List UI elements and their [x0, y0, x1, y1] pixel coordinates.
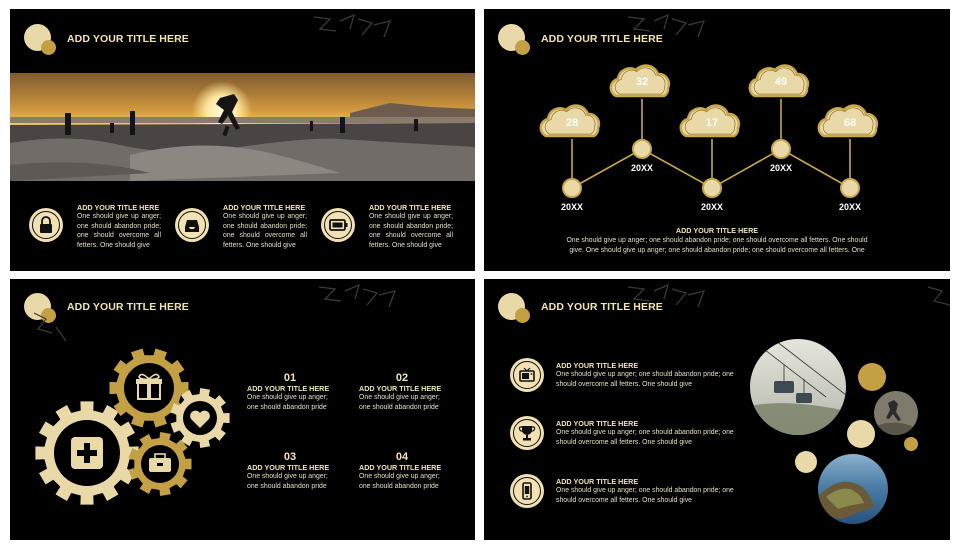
- cloud-value: 17: [705, 117, 719, 129]
- year-label: 20XX: [838, 202, 862, 212]
- column-body: One should give up anger; one should abandon pride; one should overcome all fetters. One should give: [77, 213, 161, 249]
- item-body: One should give up anger; one should abandon pride: [247, 473, 328, 490]
- slide-4[interactable]: [484, 279, 950, 540]
- item-heading: ADD YOUR TITLE HERE: [556, 419, 639, 428]
- slide-title: ADD YOUR TITLE HERE: [541, 33, 663, 45]
- item-number: 01: [283, 372, 297, 384]
- column-2: [223, 203, 307, 250]
- section-heading: ADD YOUR TITLE HERE: [675, 226, 759, 235]
- list-item: [556, 419, 736, 447]
- item-04: [359, 451, 459, 491]
- cloud-value: 28: [565, 117, 579, 129]
- timeline-node: [563, 179, 581, 197]
- plus-icon-bar-h: [77, 450, 97, 456]
- timeline-node: [633, 140, 651, 158]
- column-body: One should give up anger; one should abandon pride; one should overcome all fetters. One should give: [223, 213, 307, 249]
- item-number: 04: [395, 451, 409, 463]
- photo-cluster: [746, 337, 936, 537]
- logo-watermark: [624, 281, 709, 311]
- year-label: 20XX: [560, 202, 584, 212]
- phone-icon-badge: [510, 474, 544, 508]
- column-1: [77, 203, 161, 250]
- item-heading: ADD YOUR TITLE HERE: [247, 384, 330, 393]
- item-number: 03: [283, 451, 297, 463]
- column-heading: ADD YOUR TITLE HERE: [77, 203, 160, 212]
- toolbox-icon-latch: [157, 463, 163, 466]
- item-heading: ADD YOUR TITLE HERE: [556, 477, 639, 486]
- cloud-timeline: [484, 9, 950, 209]
- item-body: One should give up anger; one should abandon pride: [359, 394, 440, 411]
- column-heading: ADD YOUR TITLE HERE: [369, 203, 452, 212]
- year-label: 20XX: [700, 202, 724, 212]
- slide-title: ADD YOUR TITLE HERE: [67, 301, 189, 313]
- slide-3[interactable]: [10, 279, 475, 540]
- year-label: 20XX: [769, 163, 793, 173]
- item-body: One should give up anger; one should abandon pride: [359, 473, 440, 490]
- item-body: One should give up anger; one should abandon pride; one should overcome all fetters. One should give: [556, 371, 734, 388]
- inbox-icon-badge: [175, 208, 209, 242]
- timeline-node: [772, 140, 790, 158]
- logo-watermark: [315, 281, 400, 311]
- timeline-node: [841, 179, 859, 197]
- logo-watermark: [310, 11, 395, 41]
- cloud-value: 68: [843, 117, 857, 129]
- tv-icon: [510, 358, 544, 392]
- item-body: One should give up anger; one should abandon pride; one should overcome all fetters. One should give: [556, 429, 734, 446]
- item-heading: ADD YOUR TITLE HERE: [247, 463, 330, 472]
- coast-photo: [816, 452, 891, 527]
- battery-icon: [321, 208, 355, 242]
- lock-icon: [29, 208, 63, 242]
- cloud-value: 32: [635, 76, 649, 88]
- column-body: One should give up anger; one should abandon pride; one should overcome all fetters. One should give: [369, 213, 453, 249]
- light-dot: [795, 451, 817, 473]
- slide-title: ADD YOUR TITLE HERE: [67, 33, 189, 45]
- gold-dot: [904, 437, 918, 451]
- section-body: One should give up anger; one should abandon pride; one should overcome all fetters. One should give. One should give up anger; one should abandon pride; one should overcome all fetters. One: [566, 237, 868, 254]
- list-item: [556, 477, 736, 505]
- timeline-node: [703, 179, 721, 197]
- skatepark-photo: [10, 73, 475, 181]
- logo-watermark-small: [30, 307, 70, 347]
- list-item: [556, 361, 736, 389]
- trophy-icon-badge: [510, 416, 544, 450]
- slide-title: ADD YOUR TITLE HERE: [541, 301, 663, 313]
- title-circle-small: [41, 40, 56, 55]
- item-heading: ADD YOUR TITLE HERE: [359, 463, 442, 472]
- item-03: [247, 451, 347, 491]
- inbox-icon: [175, 208, 209, 242]
- logo-watermark-corner: [924, 281, 950, 311]
- light-dot: [847, 420, 875, 448]
- gears-diagram: [10, 344, 250, 534]
- trophy-icon: [510, 416, 544, 450]
- item-body: One should give up anger; one should abandon pride: [247, 394, 328, 411]
- item-heading: ADD YOUR TITLE HERE: [556, 361, 639, 370]
- tv-icon-badge: [510, 358, 544, 392]
- cloud-value: 49: [774, 76, 788, 88]
- item-02: [359, 372, 459, 412]
- gold-dot: [858, 363, 886, 391]
- column-heading: ADD YOUR TITLE HERE: [223, 203, 306, 212]
- item-body: One should give up anger; one should abandon pride; one should overcome all fetters. One should give: [556, 487, 734, 504]
- item-number: 02: [395, 372, 409, 384]
- title-circle-small: [515, 308, 530, 323]
- column-3: [369, 203, 453, 250]
- gift-icon-ribbon: [147, 379, 151, 399]
- lock-icon-badge: [29, 208, 63, 242]
- battery-icon-badge: [321, 208, 355, 242]
- year-label: 20XX: [630, 163, 654, 173]
- slide-1[interactable]: [10, 9, 475, 271]
- skater-photo: [866, 387, 926, 437]
- slide-2[interactable]: [484, 9, 950, 271]
- item-01: [247, 372, 347, 412]
- cable-car-photo: [746, 337, 856, 447]
- item-heading: ADD YOUR TITLE HERE: [359, 384, 442, 393]
- phone-icon: [510, 474, 544, 508]
